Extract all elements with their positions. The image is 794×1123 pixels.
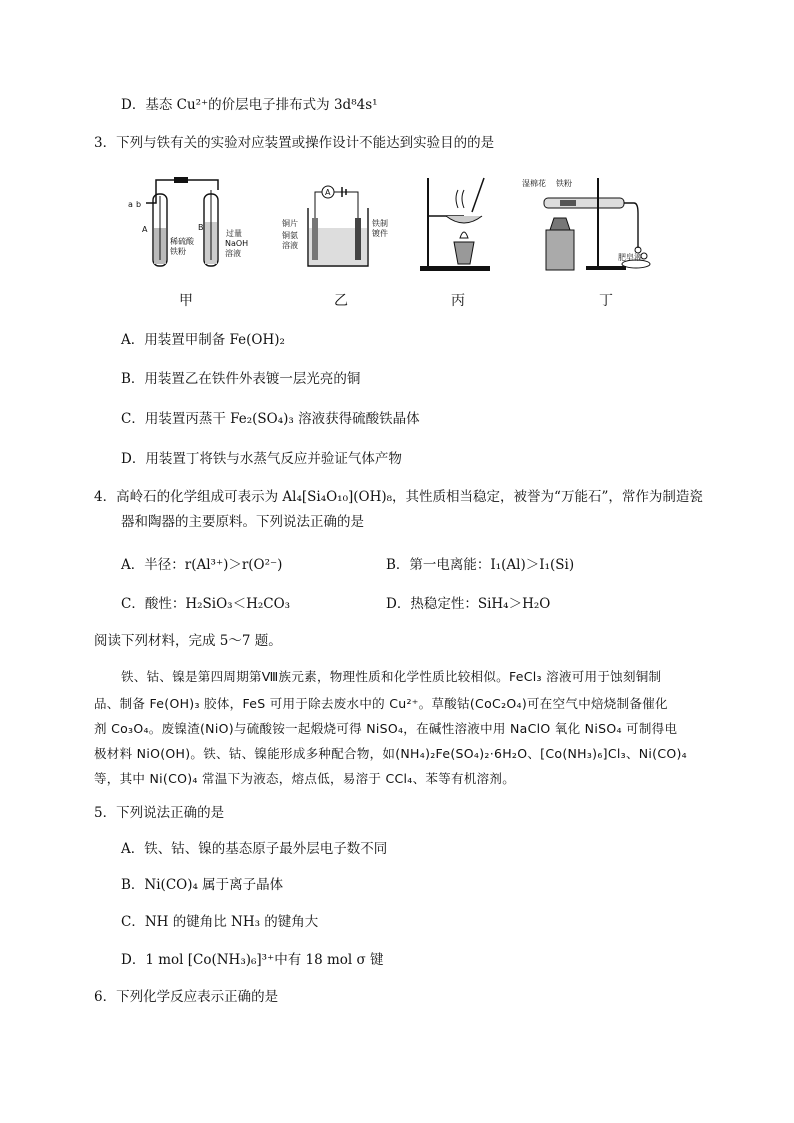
q3-option-c: [121, 409, 420, 429]
option-letter: B．: [121, 371, 145, 387]
option-letter: D．: [121, 451, 146, 467]
question-4-stem-line2: 器和陶器的主要原料。下列说法正确的是: [121, 514, 364, 530]
option-text: 用装置甲制备 Fe(OH)₂: [144, 332, 285, 348]
apparatus-ding-figure: [516, 168, 656, 278]
label-b: b: [136, 200, 142, 209]
material-line-4: 极材料 NiO(OH)。铁、钴、镍能形成多种配合物，如(NH₄)₂Fe(SO₄)₂·6H₂O、[Co(NH₃)₆]Cl₃、Ni(CO)₄: [94, 746, 687, 761]
q4-option-b: [386, 555, 574, 575]
q4-option-d: [386, 594, 550, 614]
option-letter: C．: [121, 596, 145, 612]
option-letter: A．: [121, 841, 145, 857]
material-line-3: 剂 Co₃O₄。废镍渣(NiO)与硫酸铵一起煅烧可得 NiSO₄，在碱性溶液中用 NaClO 氧化 NiSO₄ 可制得电: [94, 721, 678, 736]
option-letter: A．: [121, 332, 145, 348]
option-text: 用装置乙在铁件外表镀一层光亮的铜: [144, 371, 361, 387]
figure-label-bing: 丙: [451, 293, 465, 309]
label-B: B: [198, 223, 204, 232]
q5-option-a: [121, 839, 387, 859]
apparatus-yi-figure: [280, 168, 390, 278]
option-letter: D．: [121, 97, 146, 113]
option-text: 第一电离能：I₁(Al)＞I₁(Si): [409, 557, 575, 573]
option-text: 用装置丙蒸干 Fe₂(SO₄)₃ 溶液获得硫酸铁晶体: [144, 411, 420, 427]
q4-option-c: [121, 594, 290, 614]
option-letter: A．: [121, 557, 145, 573]
question-3-stem: 3．下列与铁有关的实验对应装置或操作设计不能达到实验目的的是: [94, 135, 495, 151]
option-letter: C．: [121, 411, 145, 427]
option-letter: C．: [121, 914, 145, 930]
option-letter: D．: [121, 952, 146, 968]
q5-option-b: [121, 875, 283, 895]
option-text: 用装置丁将铁与水蒸气反应并验证气体产物: [145, 451, 402, 467]
q4-option-a: [121, 555, 282, 575]
option-text: Ni(CO)₄ 属于离子晶体: [144, 877, 284, 893]
label-copper-sheet: 铜片: [282, 219, 298, 228]
label-copper-ammonia: 铜氨: [282, 231, 298, 240]
q3-option-a: [121, 330, 285, 350]
question-4-stem-line1: 4．高岭石的化学组成可表示为 Al₄[Si₄O₁₀](OH)₈，其性质相当稳定，被誉为“万能石”，常作为制造瓷: [94, 489, 703, 505]
material-line-1: 铁、钴、镍是第四周期第Ⅷ族元素，物理性质和化学性质比较相似。FeCl₃ 溶液可用于蚀刻铜制: [121, 669, 662, 684]
material-line-2: 品、制备 Fe(OH)₃ 胶体，FeS 可用于除去废水中的 Cu²⁺。草酸钴(CoC₂O₄)可在空气中焙烧制备催化: [94, 696, 668, 711]
q5-option-d: [121, 950, 384, 970]
option-text: NH 的键角比 NH₃ 的键角大: [144, 914, 319, 930]
label-workpiece: 镀件: [372, 229, 388, 238]
option-text: 基态 Cu²⁺的价层电子排布式为 3d⁸4s¹: [145, 97, 378, 113]
figure-label-jia: 甲: [179, 293, 193, 309]
option-text: 半径：r(Al³⁺)＞r(O²⁻): [144, 557, 283, 573]
apparatus-jia-figure: [126, 168, 256, 278]
label-iron-powder: 铁粉: [170, 247, 186, 256]
ammeter-label: A: [325, 188, 331, 197]
label-A: A: [142, 225, 148, 234]
label-wet-cotton: 湿棉花: [522, 179, 546, 188]
question-6-stem: 6．下列化学反应表示正确的是: [94, 989, 279, 1005]
question-5-stem: 5．下列说法正确的是: [94, 805, 225, 821]
q3-option-d: [121, 449, 402, 469]
label-iron-made: 铁制: [372, 219, 388, 228]
option-text: 铁、钴、镍的基态原子最外层电子数不同: [144, 841, 388, 857]
option-text: 1 mol [Co(NH₃)₆]³⁺中有 18 mol σ 键: [145, 952, 384, 968]
figure-label-ding: 丁: [599, 293, 613, 309]
label-a: a: [128, 200, 133, 209]
option-letter: D．: [386, 596, 411, 612]
option-text: 酸性：H₂SiO₃＜H₂CO₃: [144, 596, 291, 612]
label-dilute-acid: 稀硫酸: [170, 237, 194, 246]
option-letter: B．: [121, 877, 145, 893]
material-line-5: 等，其中 Ni(CO)₄ 常温下为液态，熔点低，易溶于 CCl₄、苯等有机溶剂。: [94, 771, 516, 786]
label-excess: 过量: [226, 229, 242, 238]
option-text: 热稳定性：SiH₄＞H₂O: [410, 596, 551, 612]
figure-label-yi: 乙: [334, 293, 348, 309]
label-solution-yi: 溶液: [282, 241, 298, 250]
reading-intro: 阅读下列材料，完成 5～7 题。: [94, 633, 282, 649]
label-solution: 溶液: [225, 249, 241, 258]
option-letter: B．: [386, 557, 410, 573]
apparatus-bing-figure: [418, 168, 500, 278]
label-iron-powder-ding: 铁粉: [556, 179, 572, 188]
label-soap-solution: 肥皂液: [618, 253, 642, 262]
q3-option-b: [121, 369, 360, 389]
label-naoh: NaOH: [225, 239, 249, 248]
q2-option-d: [121, 95, 378, 115]
q5-option-c: [121, 912, 318, 932]
